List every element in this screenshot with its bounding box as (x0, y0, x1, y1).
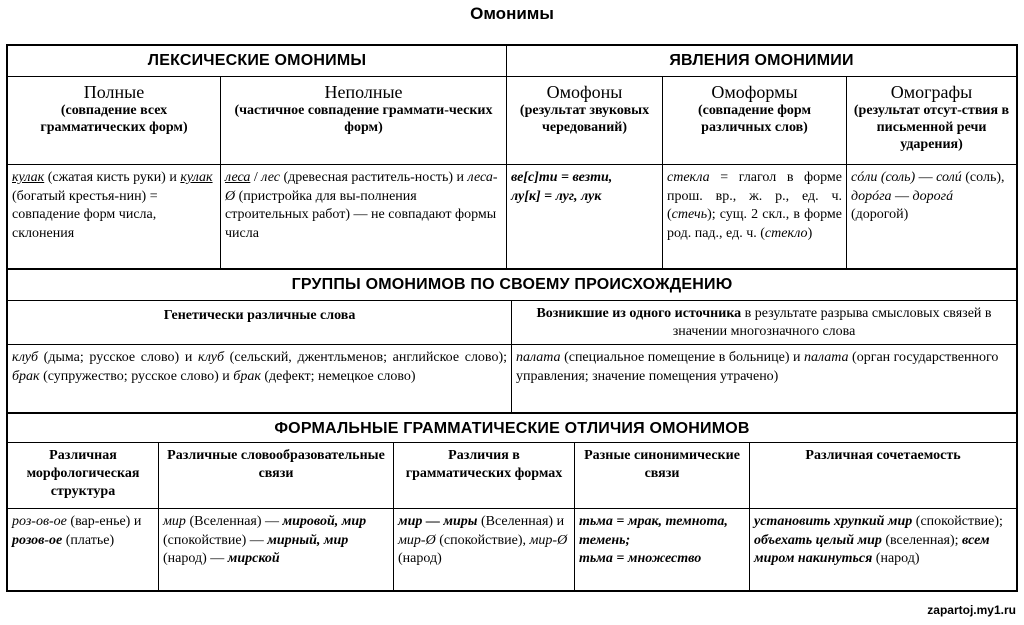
word: розов-ое (12, 532, 63, 548)
text: (специальное помещение в больнице) и (560, 350, 804, 365)
formal-col-gram: Различия в грамматических формах (393, 442, 574, 508)
type-homophones-name: Омофоны (546, 82, 623, 102)
type-full (8, 76, 220, 164)
type-full-desc: (совпадение всех грамматических форм) (40, 103, 188, 135)
synonym-line: тьма = мрак, темнота, темень; (579, 514, 728, 548)
word: мир-Ø (398, 532, 436, 548)
text: — (891, 188, 913, 204)
type-partial-name: Неполные (324, 82, 403, 102)
word: брак (12, 368, 40, 384)
text: (богатый крестья-нин) = совпадение форм числа, склонения (12, 188, 158, 241)
text: ) (807, 225, 813, 241)
page-title: Омонимы (470, 4, 554, 23)
type-homoforms-desc: (совпадение форм различных слов) (697, 103, 812, 135)
formal-col-comb: Различная сочетаемость (749, 442, 1016, 508)
type-homographs-name: Омографы (890, 82, 973, 102)
example-full (8, 164, 220, 268)
word: стечь (671, 207, 708, 222)
group-genetic: Генетически различные слова (8, 300, 511, 344)
word: мир (163, 514, 186, 529)
word: установить хрупкий мир (754, 514, 913, 529)
text: (сжатая кисть руки) и (44, 170, 181, 185)
word: дорóга (851, 188, 892, 204)
watermark: zapartoj.my1.ru (927, 603, 1016, 617)
text: = глагол в форме прош. вр., ж. р., ед. ч. ( (667, 170, 842, 222)
word: лес (261, 170, 280, 185)
formal-example-syn (574, 508, 749, 590)
text: (народ) (398, 551, 442, 566)
text: (дорогой) (851, 207, 909, 222)
example-homoforms (662, 164, 846, 268)
word: мирный, мир (267, 532, 349, 548)
type-partial (220, 76, 506, 164)
text: (древесная раститель-ность) и (279, 170, 468, 185)
word: всем миром накинуться (754, 532, 990, 566)
word: палата (516, 350, 561, 365)
type-partial-desc: (частичное совпадение граммати-ческих форм) (234, 103, 493, 135)
word: мир-Ø (529, 532, 568, 548)
word: леса (225, 170, 251, 185)
type-homographs (846, 76, 1016, 164)
text: (дефект; немецкое слово) (260, 368, 416, 384)
word: клуб (198, 350, 225, 365)
text: (супружество; русское слово) и (39, 368, 234, 384)
formal-example-morph (8, 508, 158, 590)
homonyms-table (6, 44, 1018, 592)
word: солú (936, 170, 962, 185)
word: кулак (12, 170, 45, 185)
type-full-name: Полные (83, 82, 145, 102)
text: (Вселенная) — (185, 514, 283, 529)
type-homoforms (662, 76, 846, 164)
header-lexical: ЛЕКСИЧЕСКИЕ ОМОНИМЫ (147, 52, 367, 69)
text: (платье) (62, 532, 115, 548)
word: роз-ов-ое (12, 514, 67, 529)
word: объехать целый мир (754, 532, 882, 548)
text: (вселенная); (881, 532, 963, 548)
homophone-line: лу[к] = луг, лук (511, 188, 602, 204)
word: сóли (соль) (851, 170, 916, 185)
formal-example-comb (749, 508, 1016, 590)
word: брак (233, 368, 261, 384)
text: (сельский, джентльменов; английское слово); (224, 350, 507, 365)
formal-col-syn: Разные синонимические связи (574, 442, 749, 508)
word: кулак (180, 170, 213, 185)
text: — (915, 170, 937, 185)
text: (спокойствие); (912, 514, 1003, 529)
word: дорогá (912, 188, 954, 204)
group-same-source-text: в результате разрыва смысловых связей в значении многозначного слова (672, 306, 992, 339)
text: (спокойствие) — (163, 532, 268, 548)
example-homographs (846, 164, 1016, 268)
text: / (250, 170, 262, 185)
formal-col-morph: Различная морфологическая структура (8, 442, 158, 508)
group-genetic-example (8, 344, 511, 412)
homophone-line: ве[с]ти = везти, (511, 170, 613, 185)
word: мир — миры (398, 514, 478, 529)
text: (народ) (872, 551, 920, 566)
example-homophones (506, 164, 662, 268)
word: мирской (227, 551, 280, 566)
formal-col-deriv: Различные словообразовательные связи (158, 442, 393, 508)
type-homographs-desc: (результат отсут-ствия в письменной речи ударения) (853, 103, 1010, 152)
word: леса-Ø (225, 170, 498, 204)
type-homophones (506, 76, 662, 164)
word: стекла (667, 170, 710, 185)
group-same-source-title: Возникшие из одного источника (536, 306, 742, 321)
formal-example-gram (393, 508, 574, 590)
header-groups: ГРУППЫ ОМОНИМОВ ПО СВОЕМУ ПРОИСХОЖДЕНИЮ (8, 268, 1016, 300)
type-homoforms-name: Омоформы (711, 82, 798, 102)
text: ); сущ. 2 скл., в форме род. пад., ед. ч. ( (667, 207, 842, 241)
text: (пристройка для вы-полнения строительных работ) — не совпадают формы числа (225, 188, 497, 241)
text: (народ) — (163, 551, 228, 566)
header-formal: ФОРМАЛЬНЫЕ ГРАММАТИЧЕСКИЕ ОТЛИЧИЯ ОМОНИМОВ (8, 412, 1016, 442)
text: (соль), (961, 170, 1005, 185)
formal-example-deriv (158, 508, 393, 590)
type-homophones-desc: (результат звуковых чередований) (519, 103, 650, 135)
text: (дыма; русское слово) и (38, 350, 198, 365)
text: (вар-енье) и (66, 514, 142, 529)
header-phenomena: ЯВЛЕНИЯ ОМОНИМИИ (506, 46, 1016, 76)
word: стекло (764, 225, 808, 241)
group-same-source-example (511, 344, 1016, 412)
synonym-line: тьма = множество (579, 551, 702, 566)
group-same-source (511, 300, 1016, 344)
word: мировой, мир (282, 514, 367, 529)
example-partial (220, 164, 506, 268)
word: клуб (12, 350, 39, 365)
text: (Вселенная) и (477, 514, 565, 529)
word: палата (803, 350, 849, 365)
text: (спокойствие), (435, 532, 530, 548)
text: (орган государственного управления; значение помещения утрачено) (516, 350, 999, 384)
